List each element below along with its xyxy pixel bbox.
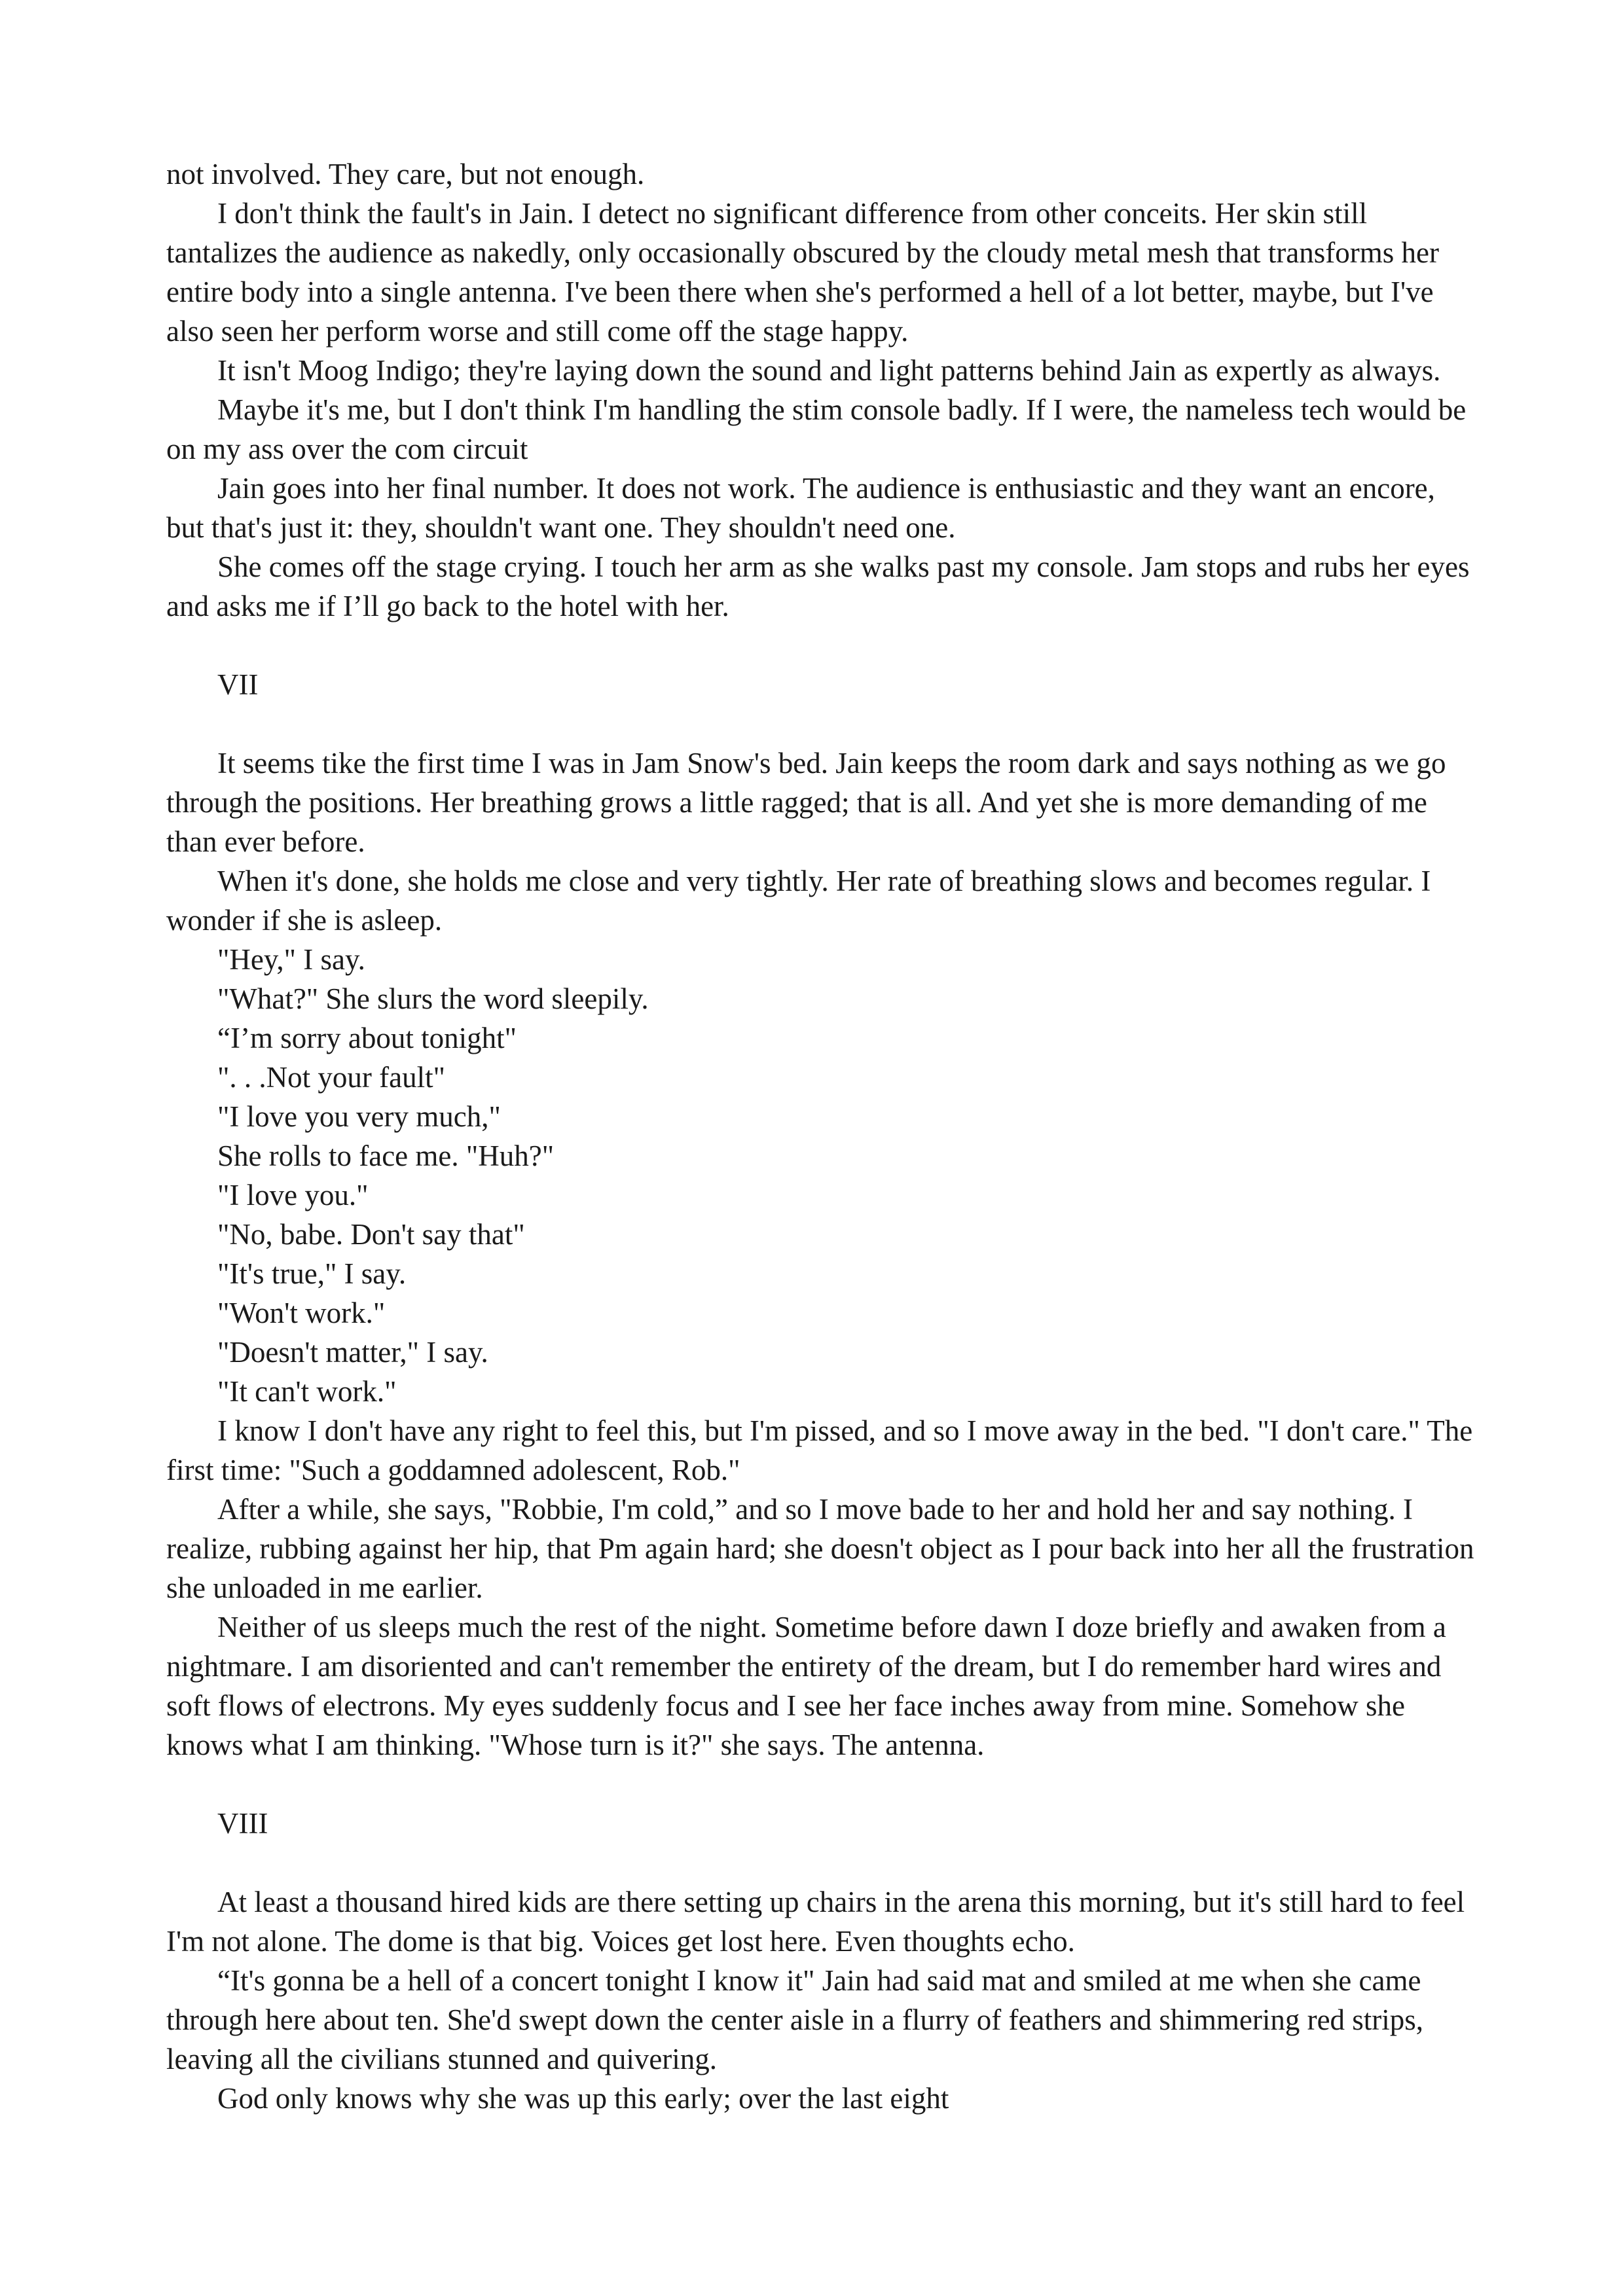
dialogue-line: "Won't work." [217,1297,386,1329]
section-heading: VIII [217,1807,268,1840]
paragraph: She comes off the stage crying. I touch her arm as she walks past my console. Jam stops and rubs her eyes and asks me if I’ll go back to the hotel with her. [166,550,1470,622]
paragraph: At least a thousand hired kids are there setting up chairs in the arena this morning, but it's still hard to feel I'm not alone. The dome is that big. Voices get lost here. Even thoughts echo. [166,1886,1465,1958]
paragraph: I don't think the fault's in Jain. I detect no significant difference from other conceits. Her skin still tantalizes the audience as nakedly, only occasionally obscured by the cloudy metal mesh that transforms her entire body into a single antenna. I've been there when she's performed a hell of a lot better, maybe, but I've also seen her perform worse and still come off the stage happy. [166,197,1439,348]
paragraph: Maybe it's me, but I don't think I'm handling the stim console badly. If I were, the nameless tech would be on my ass over the com circuit [166,393,1467,465]
dialogue-line: She rolls to face me. "Huh?" [217,1139,555,1172]
dialogue-line: "Doesn't matter," I say. [217,1336,488,1369]
paragraph: Jain goes into her final number. It does not work. The audience is enthusiastic and they want an encore, but that's just it: they, shouldn't want one. They shouldn't need one. [166,472,1435,544]
paragraph: “It's gonna be a hell of a concert tonight I know it" Jain had said mat and smiled at me when she came through here about ten. She'd swept down the center aisle in a flurry of feathers and shimmering red strips, leaving all the civilians stunned and quivering. [166,1964,1424,2075]
paragraph: Neither of us sleeps much the rest of the night. Sometime before dawn I doze briefly and awaken from a nightmare. I am disoriented and can't remember the entirety of the dream, but I do remember hard wires and soft flows of electrons. My eyes suddenly focus and I see her face inches away from mine. Somehow she knows what I am thinking. "Whose turn is it?" she says. The antenna. [166,1611,1446,1761]
dialogue-line: "I love you." [217,1179,369,1211]
paragraph: After a while, she says, "Robbie, I'm cold,” and so I move bade to her and hold her and say nothing. I realize, rubbing against her hip, that Pm again hard; she doesn't object as I pour back into her all the frustration she unloaded in me earlier. [166,1493,1474,1604]
section-vii [166,665,1476,1765]
dialogue-line: “I’m sorry about tonight" [217,1022,517,1054]
dialogue-line: "I love you very much," [217,1100,501,1133]
dialogue-line: "It's true," I say. [217,1257,407,1290]
dialogue-line: "It can't work." [217,1375,397,1408]
dialogue-line: "What?" She slurs the word sleepily. [217,982,649,1015]
paragraph: I know I don't have any right to feel this, but I'm pissed, and so I move away in the bed. "I don't care." The first time: "Such a goddamned adolescent, Rob." [166,1414,1473,1486]
section-continuation [166,154,1476,626]
dialogue-line: "Hey," I say. [217,943,365,976]
section-heading: VII [217,668,259,701]
paragraph: When it's done, she holds me close and very tightly. Her rate of breathing slows and becomes regular. I wonder if she is asleep. [166,865,1431,937]
paragraph: not involved. They care, but not enough. [166,158,645,190]
paragraph: It isn't Moog Indigo; they're laying down the sound and light patterns behind Jain as expertly as always. [217,354,1441,387]
document-page [166,154,1476,2118]
dialogue-line: ". . .Not your fault" [217,1061,445,1094]
paragraph: It seems tike the first time I was in Jam Snow's bed. Jain keeps the room dark and says nothing as we go through the positions. Her breathing grows a little ragged; that is all. And yet she is more demanding of me than ever before. [166,747,1446,858]
paragraph: God only knows why she was up this early; over the last eight [217,2082,949,2115]
dialogue-line: "No, babe. Don't say that" [217,1218,525,1251]
section-viii [166,1804,1476,2118]
